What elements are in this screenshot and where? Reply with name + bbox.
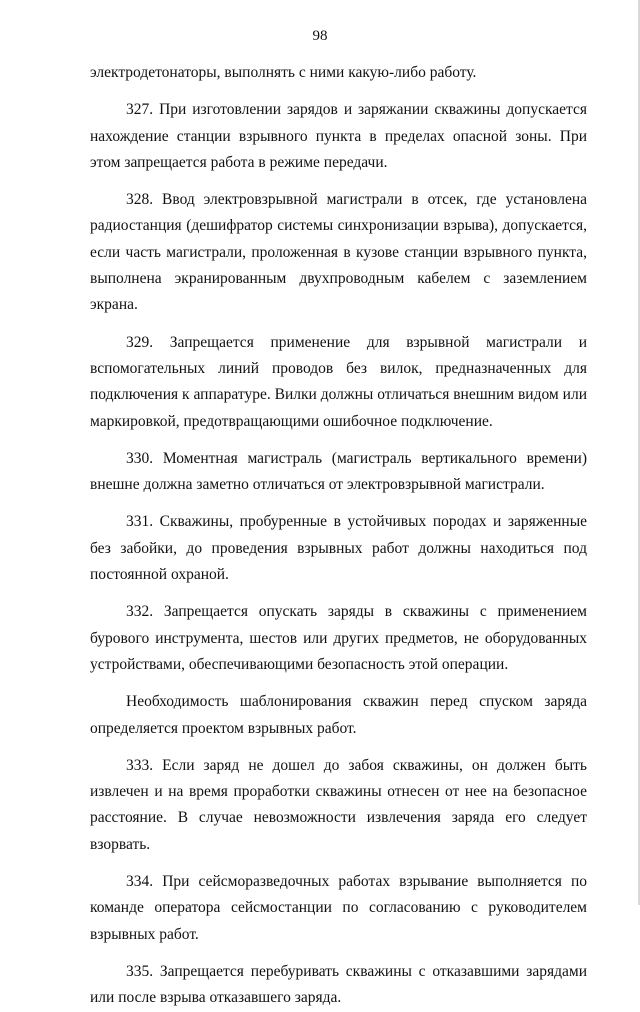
paragraph-332-continuation: Необходимость шаблонирования скважин перед спуском заряда определяется проектом взрывных работ. xyxy=(90,693,587,737)
paragraph-327: 327. При изготовлении зарядов и заряжании скважины допускается нахождение станции взрывного пункта в пределах опасной зоны. При этом запрещается работа в режиме передачи. xyxy=(90,101,587,171)
paragraph-328: 328. Ввод электровзрывной магистрали в отсек, где установлена радиостанция (дешифратор системы синхронизации взрыва), допускается, если часть магистрали, проложенная в кузове станции взрывного пункта, выполнена экранированным двухпроводным кабелем с заземлением экрана. xyxy=(90,191,587,314)
paragraph-333: 333. Если заряд не дошел до забоя скважины, он должен быть извлечен и на время проработки скважины отнесен от нее на безопасное расстояние. В случае невозможности извлечения заряда его следует взорвать. xyxy=(90,756,587,853)
paragraph-330: 330. Моментная магистраль (магистраль вертикального времени) внешне должна заметно отличаться от электровзрывной магистрали. xyxy=(90,449,587,494)
document-body xyxy=(90,60,587,1012)
paragraph-continuation: электродетонаторы, выполнять с ними какую-либо работу. xyxy=(90,64,477,81)
paragraph-335: 335. Запрещается перебуривать скважины с отказавшими зарядами или после взрыва отказавшего заряда. xyxy=(90,962,587,1007)
paragraph-334: 334. При сейсморазведочных работах взрывание выполняется по команде оператора сейсмостанции по согласованию с руководителем взрывных работ. xyxy=(90,873,587,943)
paragraph-331: 331. Скважины, пробуренные в устойчивых породах и заряженные без забойки, до проведения взрывных работ должны находиться под постоянной охраной. xyxy=(90,513,587,584)
paragraph-332: 332. Запрещается опускать заряды в скважины с применением бурового инструмента, шестов или других предметов, не оборудованных устройствами, обеспечивающими безопасность этой операции. xyxy=(90,603,587,673)
paragraph-329: 329. Запрещается применение для взрывной магистрали и вспомогательных линий проводов без вилок, предназначенных для подключения к аппаратуре. Вилки должны отличаться внешним видом или маркировкой, предотвращающими ошибочное подключение. xyxy=(90,333,587,430)
page-number: 98 xyxy=(312,28,328,44)
